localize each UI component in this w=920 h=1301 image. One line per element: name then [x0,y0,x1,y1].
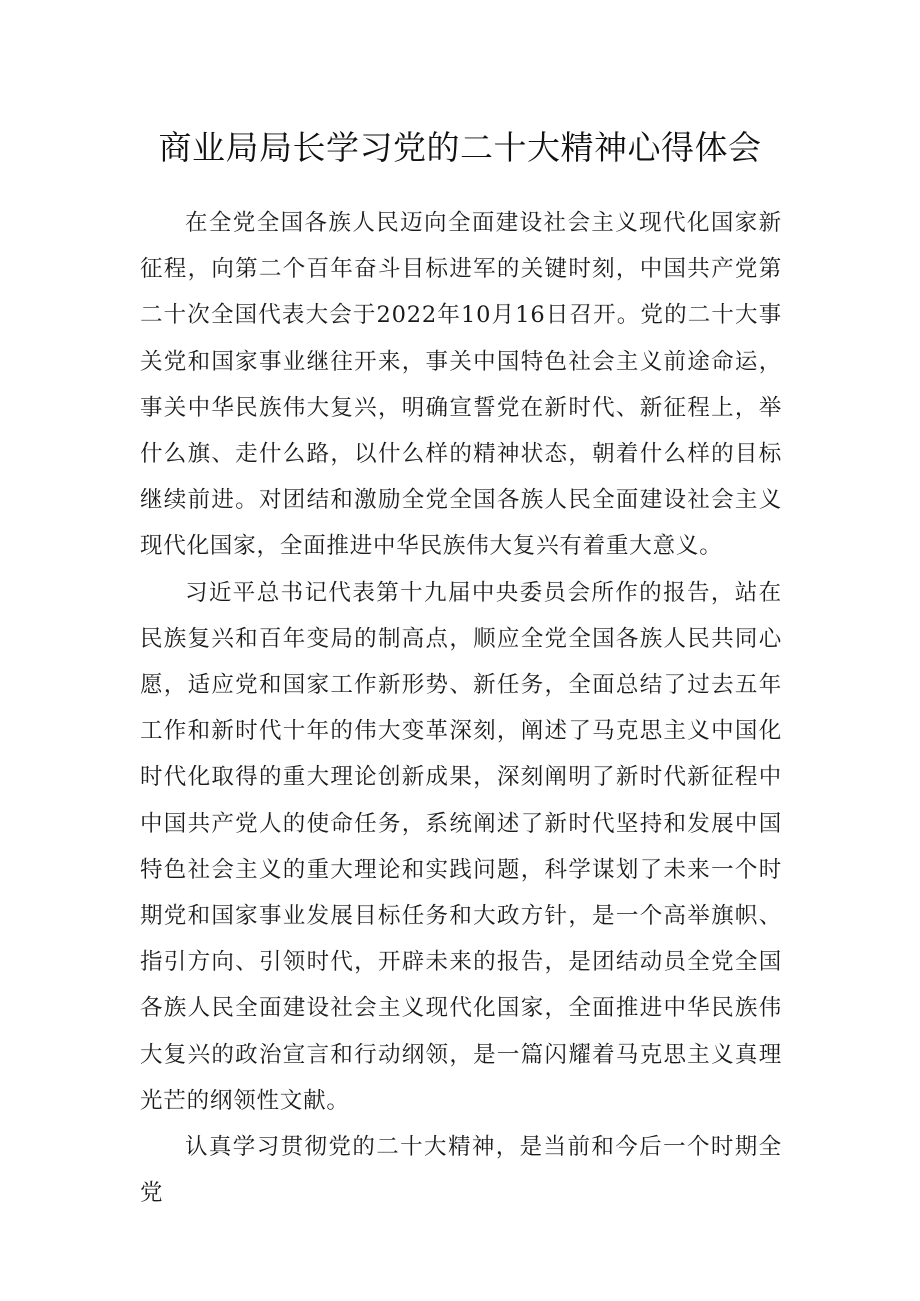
document-body [140,200,782,1216]
paragraph-3: 认真学习贯彻党的二十大精神，是当前和今后一个时期全党 [140,1134,782,1207]
document-title: 商业局局长学习党的二十大精神心得体会 [158,128,762,167]
paragraph-1: 在全党全国各族人民迈向全面建设社会主义现代化国家新征程，向第二个百年奋斗目标进军的关键时刻，中国共产党第二十次全国代表大会于2022年10月16日召开。党的二十大事关党和国家事业继往开来，事关中国特色社会主义前途命运，事关中华民族伟大复兴，明确宣誓党在新时代、新征程上，举什么旗、走什么路，以什么样的精神状态，朝着什么样的目标继续前进。对团结和激励全党全国各族人民全面建设社会主义现代化国家，全面推进中华民族伟大复兴有着重大意义。 [140,210,782,560]
paragraph-2: 习近平总书记代表第十九届中央委员会所作的报告，站在民族复兴和百年变局的制高点，顺应全党全国各族人民共同心愿，适应党和国家工作新形势、新任务，全面总结了过去五年工作和新时代十年的伟大变革深刻，阐述了马克思主义中国化时代化取得的重大理论创新成果，深刻阐明了新时代新征程中中国共产党人的使命任务，系统阐述了新时代坚持和发展中国特色社会主义的重大理论和实践问题，科学谋划了未来一个时期党和国家事业发展目标任务和大政方针，是一个高举旗帜、指引方向、引领时代，开辟未来的报告，是团结动员全党全国各族人民全面建设社会主义现代化国家，全面推进中华民族伟大复兴的政治宣言和行动纲领，是一篇闪耀着马克思主义真理光芒的纲领性文献。 [140,579,782,1114]
